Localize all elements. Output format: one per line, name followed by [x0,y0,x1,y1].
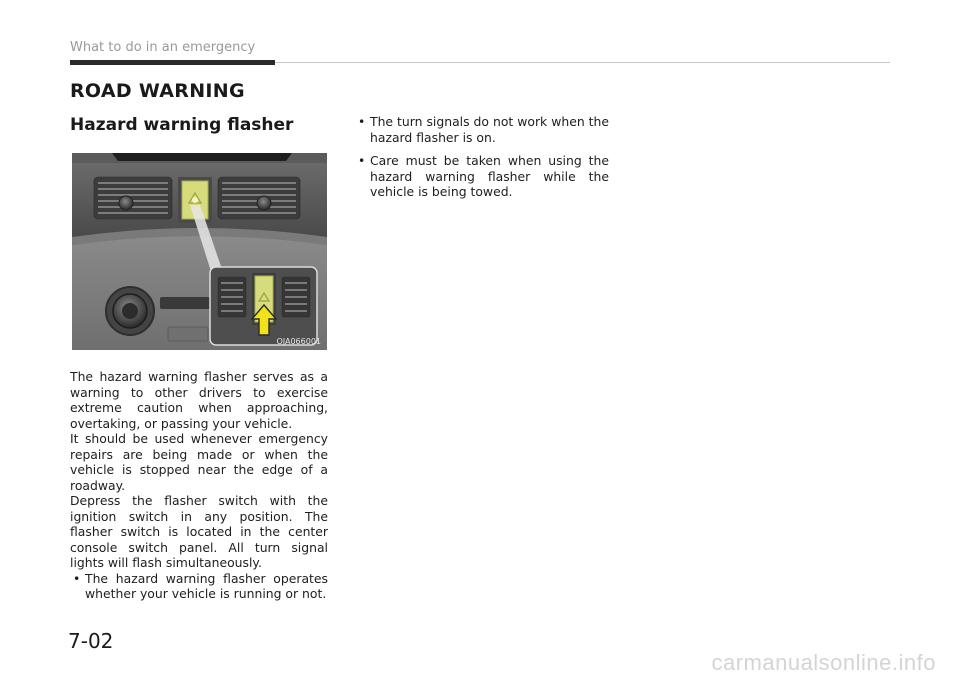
figure-code: OJA066001 [276,337,321,346]
paragraph: The hazard warning flasher serves as a warning to other drivers to exercise extreme caution when approaching, overtaking, or passing your vehicle. [70,369,328,431]
bullet-dot-icon: • [358,153,366,168]
chapter-title: What to do in an emergency [70,40,256,55]
bullet-dot-icon: • [73,570,81,586]
paragraph: It should be used whenever emergency repairs are being made or when the vehicle is stopped near the edge of a roadway. [70,431,328,493]
bullet-item [355,153,609,200]
bullet-text: The hazard warning flasher operates whether your vehicle is running or not. [85,570,328,601]
section-title: ROAD WARNING [70,80,245,102]
subsection-title: Hazard warning flasher [70,115,294,135]
dashboard-illustration [72,153,327,350]
bullet-text: Care must be taken when using the hazard warning flasher while the vehicle is being towed. [370,153,609,199]
watermark: carmanualsonline.info [711,650,936,675]
hazard-switch-figure [72,153,327,350]
header-rule [275,62,890,63]
right-column [355,114,609,208]
header-bar-dark [70,60,275,65]
page-number: 7-02 [68,629,114,653]
bullet-text: The turn signals do not work when the hazard flasher is on. [370,114,609,145]
bullet-item [355,114,609,145]
bullet-item [70,571,328,602]
body-text [70,369,328,602]
paragraph: Depress the flasher switch with the ignition switch in any position. The flasher switch is located in the center console switch panel. All turn signal lights will flash simultaneously. [70,493,328,570]
bullet-dot-icon: • [358,114,366,129]
